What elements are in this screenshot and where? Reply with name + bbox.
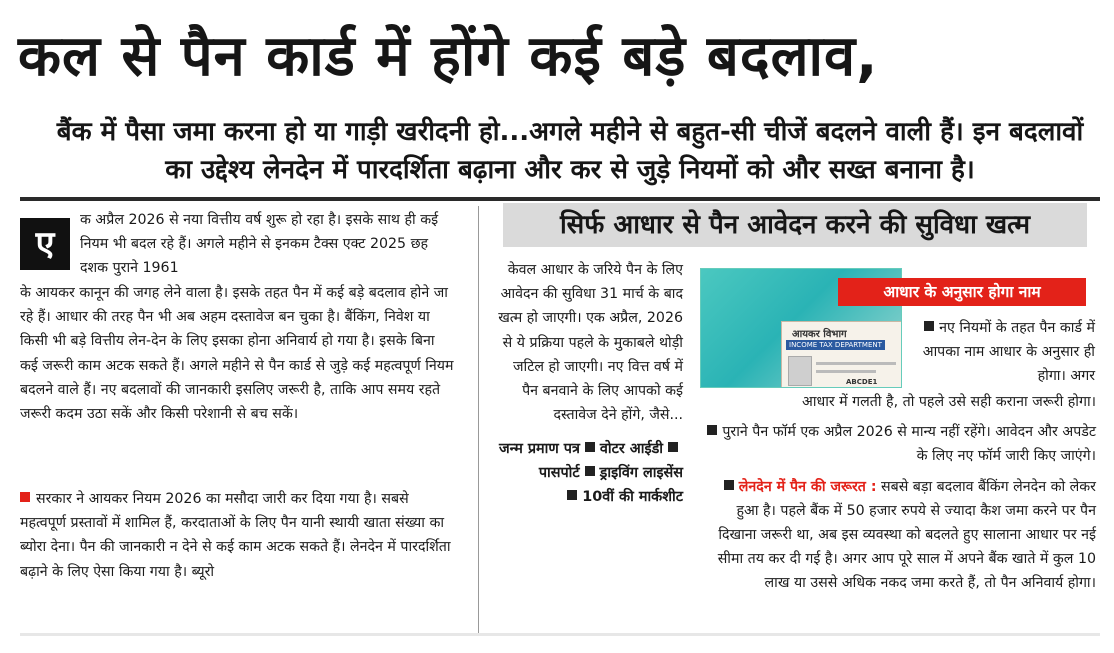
- point-1-continued: आधार में गलती है, तो पहले उसे सही कराना जरूरी होगा।: [801, 394, 1096, 410]
- middle-paragraph: केवल आधार के जरिये पैन के लिए आवेदन की सुविधा 31 मार्च के बाद खत्म हो जाएगी। एक अप्रैल, 2026 से ये प्रक्रिया पहले के मुकाबले थोड़ी जटिल हो जाएगी। नए वित्त वर्ष में पैन बनवाने के लिए आपको कई दस्तावेज देने होंगे, जैसे...: [498, 262, 683, 424]
- card-photo-icon: [788, 356, 812, 386]
- intro-paragraph-rest: के आयकर कानून की जगह लेने वाला है। इसके तहत पैन में कई बड़े बदलाव होने जा रहे हैं। आधार की तरह पैन भी अब अहम दस्तावेज बन चुका है। बैंकिंग, निवेश या किसी भी बड़े वित्तीय लेन-देन के लिए इसका होना अनिवार्य हो गया है। इसके बिना कई जरूरी काम अटक सकते हैं। अगले महीने से पैन कार्ड से जुड़े कई महत्वपूर्ण नियम बदलने वाले हैं। नए बदलावों की जानकारी इसलिए जरूरी है, ताकि आप समय रहते जरूरी कदम उठा सकें और किसी परेशानी से बच सकें।: [20, 285, 454, 423]
- point-1: नए नियमों के तहत पैन कार्ड में आपका नाम आधार के अनुसार ही होगा। अगर: [922, 320, 1095, 385]
- card-title: आयकर विभाग: [792, 329, 847, 340]
- card-code: ABCDE1: [846, 378, 878, 386]
- right-banner-heading: सिर्फ आधार से पैन आवेदन करने की सुविधा खत्म: [503, 203, 1087, 247]
- documents-list: जन्म प्रमाण पत्र वोटर आईडीपासपोर्ट ड्राइविंग लाइसेंस 10वीं की मार्कशीट: [498, 441, 683, 506]
- bullet-icon: [585, 466, 595, 476]
- bullet-icon: [585, 442, 595, 452]
- intro-paragraph: क अप्रैल 2026 से नया वित्तीय वर्ष शुरू हो रहा है। इसके साथ ही कई नियम भी बदल रहे हैं। अगले महीने से इनकम टैक्स एक्ट 2025 छह दशक पुराने 1961: [80, 212, 439, 277]
- bullet-icon: [707, 425, 717, 435]
- right-column-top: [905, 316, 1095, 389]
- point-2: पुराने पैन फॉर्म एक अप्रैल 2026 से मान्य नहीं रहेंगे। आवेदन और अपडेट के लिए नए फॉर्म जारी किए जाएंगे।: [700, 420, 1096, 468]
- red-bullet-icon: [20, 492, 30, 502]
- bullet-icon: [724, 480, 734, 490]
- headline: कल से पैन कार्ड में होंगे कई बड़े बदलाव,: [18, 24, 879, 89]
- point-3-label: लेनदेन में पैन की जरूरत :: [738, 478, 877, 495]
- red-heading-band: आधार के अनुसार होगा नाम: [838, 278, 1086, 306]
- second-paragraph: सरकार ने आयकर नियम 2026 का मसौदा जारी कर दिया गया है। सबसे महत्वपूर्ण प्रस्तावों में शामिल हैं, करदाताओं के लिए पैन यानी स्थायी खाता संख्या का ब्योरा देना। पैन की जानकारी न देने से कई काम अटक सकते हैं। लेनदेन में पारदर्शिता बढ़ाने के लिए ऐसा किया गया है। ब्यूरो: [20, 491, 451, 580]
- card-line: [816, 370, 876, 373]
- card-line: [816, 362, 896, 365]
- right-column: [700, 390, 1096, 602]
- card-department: INCOME TAX DEPARTMENT: [786, 340, 885, 350]
- bullet-icon: [668, 442, 678, 452]
- point-3: लेनदेन में पैन की जरूरत : सबसे बड़ा बदलाव बैंकिंग लेनदेन को लेकर हुआ है। पहले बैंक में 50 हजार रुपये से ज्यादा कैश जमा करने पर पैन दिखाना जरूरी था, अब इस व्यवस्था को बदलते हुए सालाना आधार पर नई सीमा तय कर दी गई है। अगर आप पूरे साल में अपने बैंक खाते में कुल 10 लाख या उससे अधिक नकद जमा करते हैं, तो पैन अनिवार्य होगा।: [717, 478, 1096, 592]
- column-divider: [478, 206, 479, 634]
- subheadline: बैंक में पैसा जमा करना हो या गाड़ी खरीदनी हो...अगले महीने से बहुत-सी चीजें बदलने वाली हैं। इन बदलावों का उद्देश्य लेनदेन में पारदर्शिता बढ़ाना और कर से जुड़े नियमों को और सख्त बनाना है।: [56, 117, 1084, 185]
- middle-column: [493, 258, 683, 509]
- section-divider: [20, 197, 1100, 201]
- dropcap: ए: [20, 218, 70, 270]
- bullet-icon: [924, 321, 934, 331]
- pan-card: [781, 321, 902, 388]
- bullet-icon: [567, 490, 577, 500]
- bottom-rule: [20, 633, 1100, 636]
